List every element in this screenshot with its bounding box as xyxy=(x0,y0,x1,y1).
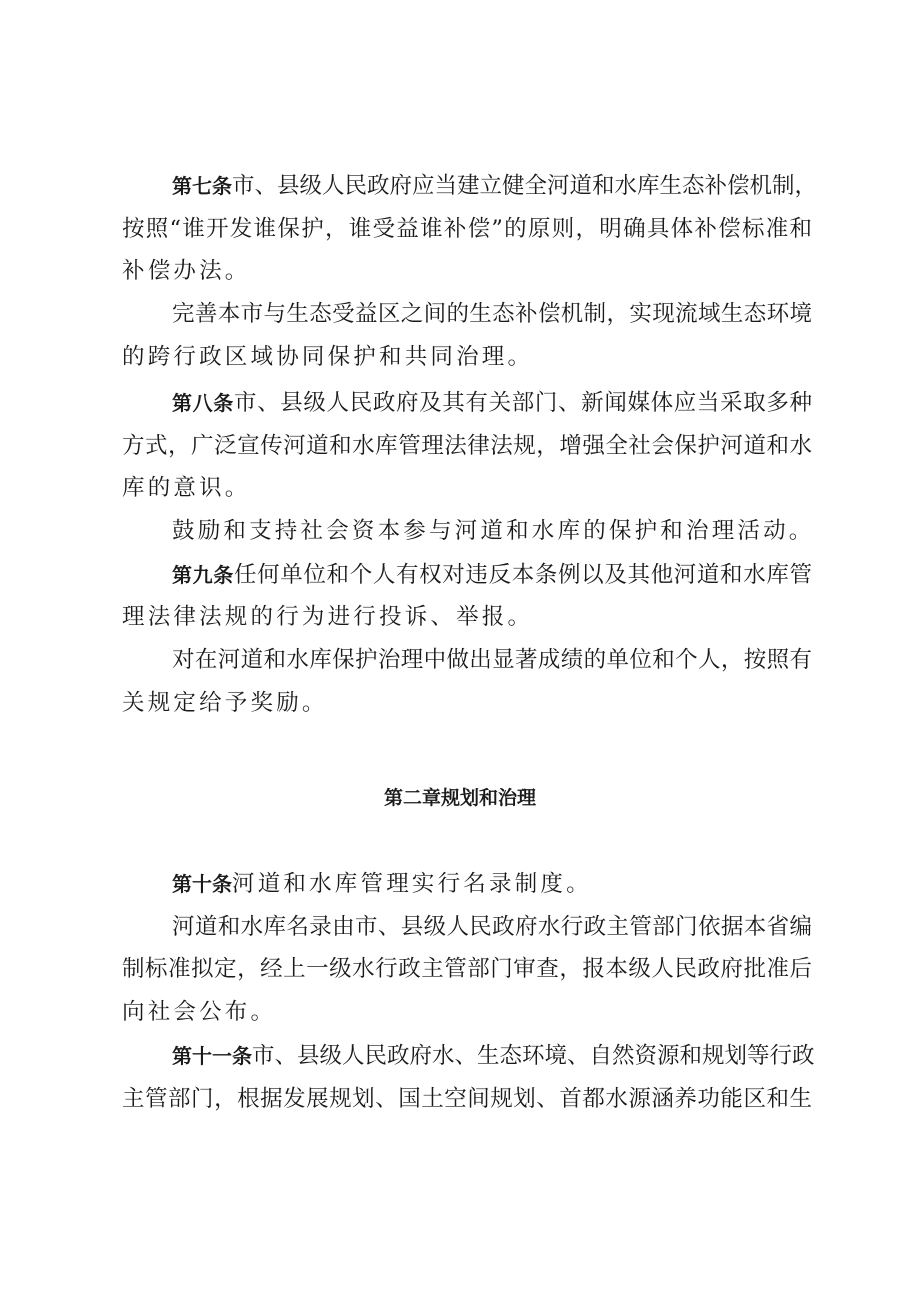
article-8-label: 第八条 xyxy=(172,391,234,415)
article-9-label: 第九条 xyxy=(172,563,234,587)
article-9-para-2-line-2: 关规定给予奖励。 xyxy=(122,690,328,716)
article-9-line-1 xyxy=(172,559,812,591)
article-9-para-2-line-1: 对在河道和水库保护治理中做出显著成绩的单位和个人，按照有 xyxy=(172,647,812,673)
article-8-line-1 xyxy=(172,387,812,419)
article-11-text-1: 市、县级人民政府水、生态环境、自然资源和规划等行政 xyxy=(252,1043,815,1069)
article-8-line-2: 方式，广泛宣传河道和水库管理法律法规，增强全社会保护河道和水 xyxy=(122,433,812,459)
article-7-para-2-line-2: 的跨行政区域协同保护和共同治理。 xyxy=(122,344,534,370)
chapter-2-heading: 第二章规划和治理 xyxy=(383,787,536,809)
article-10-para-2-line-3: 向社会公布。 xyxy=(122,999,277,1025)
article-7-line-2: 按照“谁开发谁保护，谁受益谁补偿”的原则，明确具体补偿标准和 xyxy=(122,216,812,242)
article-11-label: 第十一条 xyxy=(172,1044,252,1068)
article-7-label: 第七条 xyxy=(172,174,232,198)
article-9-text-1: 任何单位和个人有权对违反本条例以及其他河道和水库管 xyxy=(233,562,812,588)
article-7-para-2-line-1: 完善本市与生态受益区之间的生态补偿机制，实现流域生态环境 xyxy=(172,301,812,327)
article-8-text-1: 市、县级人民政府及其有关部门、新闻媒体应当采取多种 xyxy=(233,390,812,416)
article-11-line-1 xyxy=(172,1040,815,1072)
article-8-para-2-line-1: 鼓励和支持社会资本参与河道和水库的保护和治理活动。 xyxy=(172,518,815,544)
article-11-line-2: 主管部门，根据发展规划、国土空间规划、首都水源涵养功能区和生 xyxy=(122,1086,812,1112)
article-7-line-3: 补偿办法。 xyxy=(122,258,251,284)
article-7-text-1: 市、县级人民政府应当建立健全河道和水库生态补偿机制， xyxy=(232,173,818,199)
article-10-para-2-line-2: 制标准拟定，经上一级水行政主管部门审查，报本级人民政府批准后 xyxy=(122,956,812,982)
article-10-line-1 xyxy=(172,868,812,900)
article-10-label: 第十条 xyxy=(172,872,232,896)
article-10-text-1: 河道和水库管理实行名录制度。 xyxy=(232,871,592,897)
article-10-para-2-line-1: 河道和水库名录由市、县级人民政府水行政主管部门依据本省编 xyxy=(172,914,812,940)
article-9-line-2: 理法律法规的行为进行投诉、举报。 xyxy=(122,604,534,630)
article-8-line-3: 库的意识。 xyxy=(122,475,251,501)
article-7-line-1 xyxy=(172,170,818,202)
